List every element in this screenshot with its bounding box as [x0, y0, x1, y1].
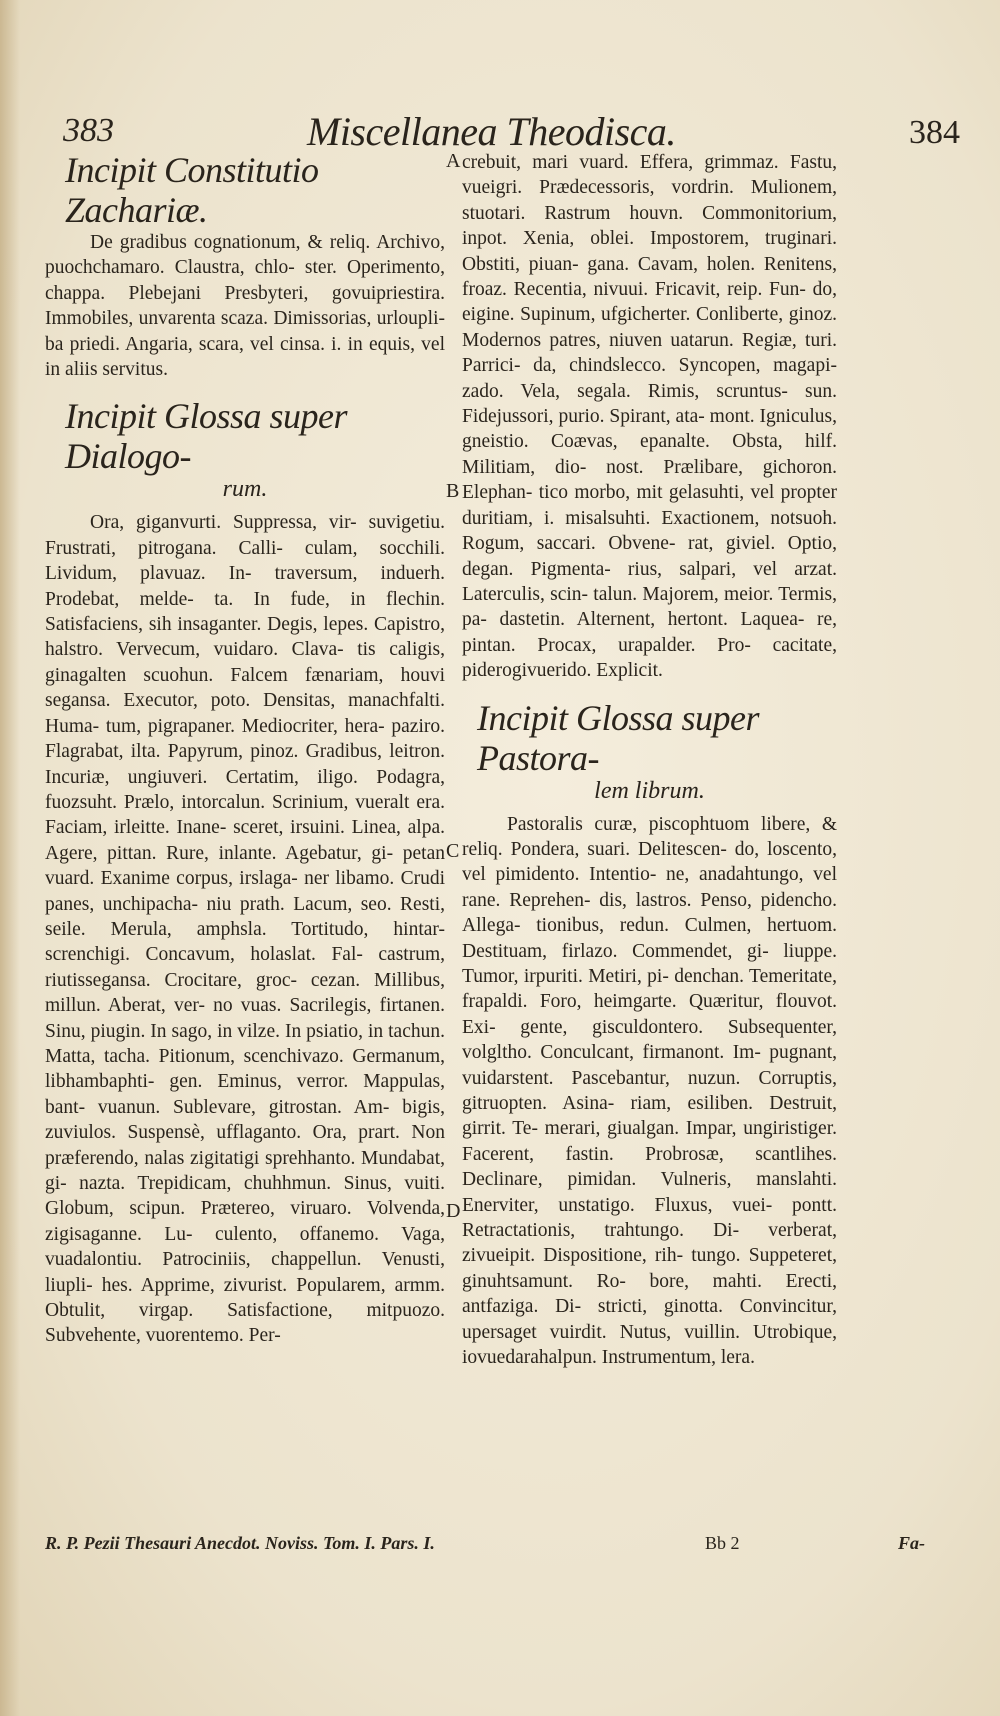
section-heading-dialogorum: Incipit Glossa super Dialogo-	[65, 396, 347, 477]
left-page-number: 383	[63, 112, 114, 149]
section-heading-constitutio: Incipit Constitutio Zachariæ.	[65, 150, 319, 230]
catchword: Fa-	[898, 1533, 925, 1553]
right-column	[462, 150, 837, 1370]
section-heading-pastoralem: Incipit Glossa super Pastora-	[477, 697, 759, 778]
running-title: Miscellanea Theodisca.	[307, 109, 676, 154]
signature-line: R. P. Pezii Thesauri Anecdot. Noviss. Tom. I. Pars. I.	[45, 1533, 435, 1553]
margin-letter-a: A	[446, 150, 461, 172]
right-page-number: 384	[909, 114, 960, 151]
left-column	[45, 150, 445, 1349]
paragraph-dialogorum-continued: crebuit, mari vuard. Effera, grimmaz. Fastu, vueigri. Prædecessoris, vordrin. Mulionem, stuotari. Rastrum houvn. Commonitorium, inpot. Xenia, oblei. Impostorem, truginari. Obstiti, piuan- gana. Cavam, holen. Renitens, froaz. Recentia, nivuui. Fricavit, reip. Fun- do, eigine. Supinum, ufgicherter. Conliberte, ginoz. Modernos patres, niuven uatarun. Regiæ, turi. Parrici- da, chindslecco. Syncopen, magapi- zado. Vela, segala. Rimis, scruntus- sun. Fidejussori, purio. Spirant, ata- mont. Igniculus, gneistio. Coævas, epanalte. Obsta, hilf. Militiam, dio- nost. Prælibare, gichoron. Elephan- tico morbo, mit gelasuhti, vel propter duritiam, i. misalsuhti. Exactionem, notsuoh. Rogum, saccari. Obvene- rat, giviel. Optio, degan. Pigmenta- rius, salpari, vel arzat. Laterculis, scin- talun. Majorem, meior. Termis, pa- dastetin. Alternent, hertont. Laquea- re, pintan. Procax, urapalder. Pro- cacitate, piderogivuerido. Explicit.	[462, 152, 837, 682]
paragraph-dialogorum: Ora, giganvurti. Suppressa, vir- suvigetiu. Frustrati, pitrogana. Calli- culam, socchili. Lividum, plavuaz. In- traversum, induerh. Prodebat, melde- ta. In fude, in flechin. Satisfaciens, sih insaganter. Degis, lepes. Capistro, halstro. Vervecum, vuidaro. Clava- tis caligis, ginagalten scuohun. Falcem fænariam, houvi segansa. Executor, poto. Densitas, manachfalti. Huma- tum, pigrapaner. Mediocriter, hera- paziro. Flagrabat, ilta. Papyrum, pinoz. Gradibus, leitron. Incuriæ, ungiuveri. Certatim, iligo. Podagra, fuozsuht. Prælo, intorcalun. Scrinium, vueralt era. Faciam, irleitte. Inane- sceret, irsuini. Linea, alpa. Agere, pittan. Rure, inlante. Agebatur, gi- petan vuard. Exanime corpus, irslaga- ner libamo. Crudi panes, unchipacha- niu prath. Lacum, seo. Resti, seile. Merula, amphsla. Tortitudo, hintar- screnchigi. Concavum, holaslat. Fal- castrum, riutissegansa. Crocitare, groc- cezan. Millibus, millun. Aberat, ver- no vuas. Sacrilegis, firtanen. Sinu, piugin. In sago, in vilze. In psiatio, in tachun. Matta, tacha. Pitionum, scenchivazo. Germanum, libhambaphti- gen. Eminus, verror. Mappulas, bant- vuanun. Sublevare, gitrostan. Am- bigis, zuviulos. Suspensè, ufflaganto. Ora, prart. Non præferendo, nalas zigitatigi sprehhanto. Mundabat, gi- nazta. Trepidicam, chuhhmun. Sinus, vuiti. Globum, scipun. Prætereo, viruaro. Volvenda, zigisaganne. Lu- culento, offanemo. Vaga, vuadalontiu. Patrociniis, chappellun. Venusti, liupli- hes. Apprime, zivurist. Popularem, armm. Obtulit, virgap. Satisfactione, mitpuozo. Subvehente, vuorentemo. Per-	[45, 512, 445, 1347]
margin-letter-d: D	[446, 1200, 461, 1222]
margin-letter-c: C	[446, 840, 460, 862]
paragraph-constitutio: De gradibus cognationum, & reliq. Archivo, puochchamaro. Claustra, chlo- ster. Operimento, chappa. Plebejani Presbyteri, govuipriestira. Immobiles, unvarenta scaza. Dimissorias, urloupli- ba priedi. Angaria, scara, vel cinsa. i. in equis, vel in aliis servitus.	[45, 232, 445, 381]
page-edge-shadow	[0, 0, 20, 1716]
margin-letter-b: B	[446, 480, 460, 502]
section-heading-dialogorum-continued: rum.	[222, 476, 268, 503]
section-heading-pastoralem-continued: lem librum.	[594, 777, 705, 804]
page-footer	[45, 1533, 935, 1554]
paragraph-pastoralem: Pastoralis curæ, piscophtuom libere, & reliq. Pondera, suari. Delitescen- do, loscento, vel pimidento. Intentio- ne, anadahtungo, vel rane. Reprehen- dis, lastros. Penso, pidencho. Allega- tionibus, redun. Culmen, hertuom. Destituam, firlazo. Commendet, gi- liuppe. Tumor, irpuriti. Metiri, pi- denchan. Temeritate, frapaldi. Foro, heimgarte. Quæritur, flouvot. Exi- gente, gisculdontero. Subsequenter, volgltho. Conculcant, firmanont. Im- pugnant, vuidarstent. Pascebantur, nuzun. Corruptis, gitruopten. Asina- riam, esiliben. Destruit, girrit. Te- merari, giualgan. Impar, ungiristiger. Facerent, fastin. Probrosæ, scantlihes. Declinare, pimidan. Vulneris, manslahti. Enerviter, unstatigo. Fluxus, vuei- pontt. Retractationis, trahtungo. Di- verberat, zivueipit. Dispositione, rih- tungo. Suppeteret, ginuhtsamunt. Ro- bore, mahti. Erecti, antfaziga. Di- stricti, ginotta. Convincitur, upersaget vuirdit. Nutus, vuillin. Utrobique, iovuedarahalpun. Instrumentum, lera.	[462, 813, 837, 1369]
signature-mark: Bb 2	[705, 1533, 740, 1553]
